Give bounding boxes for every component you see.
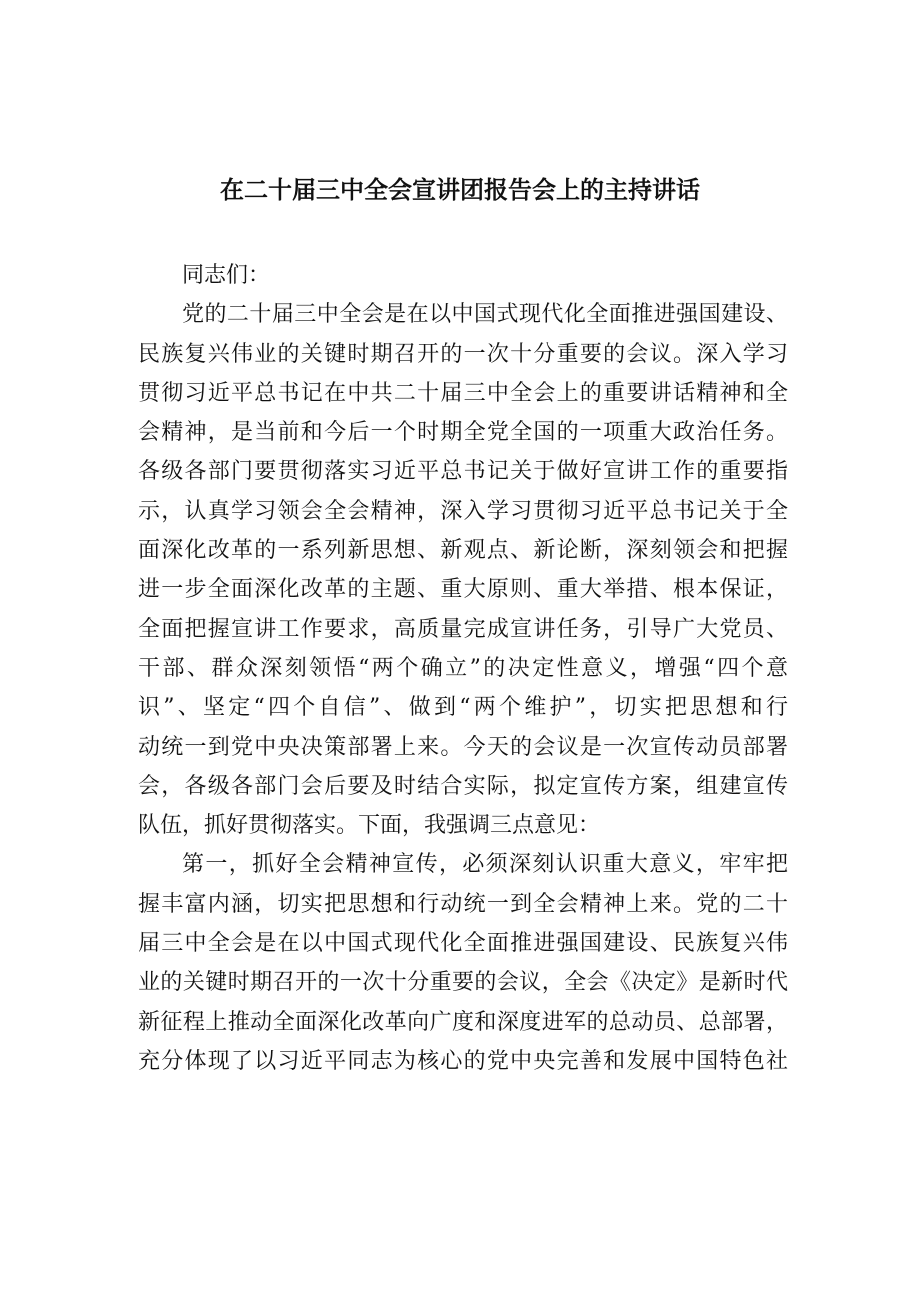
document-body (138, 256, 788, 1081)
text-line: 充分体现了以习近平同志为核心的党中央完善和发展中国特色社 (138, 1048, 788, 1074)
text-line: 握丰富内涵，切实把思想和行动统一到全会精神上来。党的二十 (138, 891, 788, 917)
text-line: 同志们： (182, 263, 271, 288)
text-line: 面深化改革的一系列新思想、新观点、新论断，深刻领会和把握 (138, 538, 788, 564)
text-line: 进一步全面深化改革的主题、重大原则、重大举措、根本保证， (138, 577, 788, 603)
text-line: 干部、群众深刻领悟“两个确立”的决定性意义，增强“四个意 (138, 655, 788, 681)
text-line: 贯彻习近平总书记在中共二十届三中全会上的重要讲话精神和全 (138, 380, 788, 406)
text-line: 全面把握宣讲工作要求，高质量完成宣讲任务，引导广大党员、 (138, 616, 788, 642)
text-line: 第一，抓好全会精神宣传，必须深刻认识重大意义，牢牢把 (182, 852, 788, 878)
text-line: 会精神，是当前和今后一个时期全党全国的一项重大政治任务。 (138, 420, 788, 446)
text-line: 党的二十届三中全会是在以中国式现代化全面推进强国建设、 (182, 302, 788, 328)
text-line: 民族复兴伟业的关键时期召开的一次十分重要的会议。深入学习 (138, 341, 788, 367)
text-line: 队伍，抓好贯彻落实。下面，我强调三点意见： (138, 813, 601, 839)
document-title: 在二十届三中全会宣讲团报告会上的主持讲话 (220, 176, 700, 204)
text-line: 识”、坚定“四个自信”、做到“两个维护”，切实把思想和行 (138, 695, 788, 721)
text-line: 新征程上推动全面深化改革向广度和深度进军的总动员、总部署， (138, 1009, 788, 1035)
text-line: 动统一到党中央决策部署上来。今天的会议是一次宣传动员部署 (138, 734, 788, 760)
text-line: 业的关键时期召开的一次十分重要的会议，全会《决定》是新时代 (138, 970, 788, 996)
text-line: 届三中全会是在以中国式现代化全面推进强国建设、民族复兴伟 (138, 931, 788, 957)
text-line: 会，各级各部门会后要及时结合实际，拟定宣传方案，组建宣传 (138, 773, 788, 799)
text-line: 各级各部门要贯彻落实习近平总书记关于做好宣讲工作的重要指 (138, 459, 788, 485)
text-line: 示，认真学习领会全会精神，深入学习贯彻习近平总书记关于全 (138, 498, 788, 524)
